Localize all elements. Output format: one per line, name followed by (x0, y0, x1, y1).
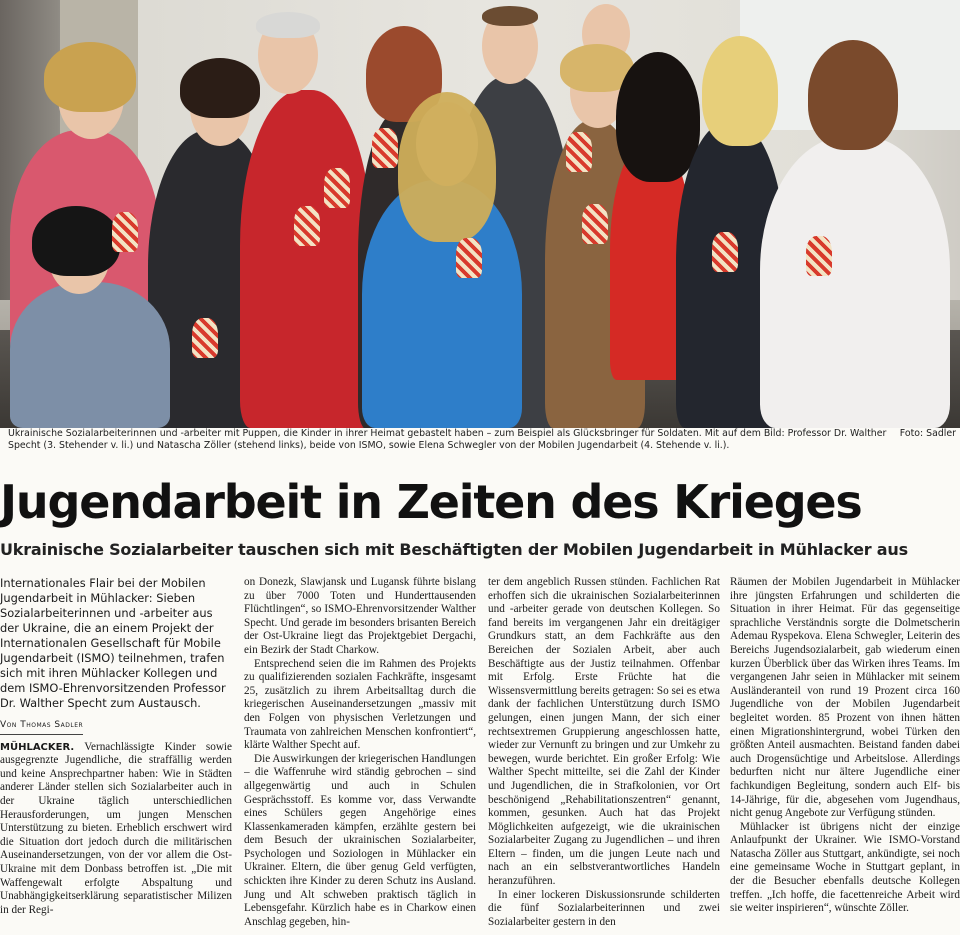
doll (566, 132, 592, 172)
article-column-2 (244, 576, 476, 935)
doll (112, 212, 138, 252)
photo-credit: Foto: Sadler (899, 428, 956, 439)
person-hair (398, 92, 496, 242)
article-column-3 (488, 576, 720, 935)
article-intro: Internationales Flair bei der Mobilen Jugendarbeit in Mühlacker: Sieben Sozialarbeiterinnen und -arbeiter aus der Ukraine, die an einem Projekt der Internationalen Gesellschaft für Mobile Jugendarbeit (ISMO) teilnehmen, trafen sich mit ihren Mühlacker Kollegen und dem ISMO-Ehrenvorsitzenden Professor Dr. Walther Specht zum Austausch. (0, 576, 226, 710)
paragraph: Entsprechend seien die im Rahmen des Projekts zu qualifizierenden sozialen Fachkräfte, insgesamt 25, zusätzlich zu ihrem Arbeitsalltag durch die kriegerischen Auseinandersetzungen „massiv mit den Folgen von physischen Verletzungen und Traumata von zahlreichen Menschen konfrontiert“, klärte Walther Specht auf. (244, 657, 476, 752)
doll (324, 168, 350, 208)
person-hair (44, 42, 136, 112)
person-hair (616, 52, 700, 182)
doll (806, 236, 832, 276)
article-column-1 (0, 576, 232, 935)
dateline: MÜHLACKER. (0, 741, 75, 753)
person (240, 90, 372, 428)
doll (582, 204, 608, 244)
caption-text: Ukrainische Sozialarbeiterinnen und -arbeiter mit Puppen, die Kinder in ihrer Heimat gebastelt haben – zum Beispiel als Glücksbringer für Soldaten. Mit auf dem Bild: Professor Dr. Walther Specht (3. Stehender v. li.) und Natascha Zöller (stehend links), beide von ISMO, sowie Elena Schwegler von der Mobilen Jugendarbeit (4. Stehende v. li.). (8, 428, 887, 451)
paragraph: ter dem angeblich Russen stünden. Fachlichen Rat erhoffen sich die ukrainischen Sozialarbeiterinnen und -arbeiter gerade von deutschen Kollegen. So fand bereits im vergangenen Jahr ein dreitägiger Grundkurs statt, an dem Fachkräfte aus den Bereichen der Sozialen Arbeit, aber auch Beschäftigte aus der Justiz teilnahmen. Offenbar mit Erfolg. Erste Früchte hat die Wissensvermittlung bereits getragen: So sei es etwa dank der fachlichen Unterstützung durch ISMO gelungen, einen jungen Mann, der sich einer rechtsextremen Gruppierung angeschlossen hatte, wieder zur Vernunft zu bringen und zur Umkehr zu bewegen, wurde berichtet. Ein großer Erfolg: Wie Walther Specht mitteilte, sei die Zahl der Kinder und Jugendlichen, die in Strafkolonien, vor Ort beschönigend „Rehabilitationszentren“ genannt, kommen, gesunken. Auch hat das Projekt Möglichkeiten aufgezeigt, wie die ukrainischen Sozialarbeiter Zugang zu Jugendlichen – und ihren Eltern – finden, um die jungen Leute nach und nach an ein selbstverantwortliches Handeln heranzuführen. (488, 576, 720, 888)
paragraph (0, 741, 232, 918)
subheadline: Ukrainische Sozialarbeiter tauschen sich mit Beschäftigten der Mobilen Jugendarbeit in Mühlacker aus (0, 540, 908, 559)
person-hair (808, 40, 898, 150)
doll (372, 128, 398, 168)
paragraph: Räumen der Mobilen Jugendarbeit in Mühlacker ihre jüngsten Erfahrungen und schilderten die Situation in ihrer Heimat. Für das gegenseitige sprachliche Verständnis sorgte die Dolmetscherin Ademau Ryspekova. Elena Schwegler, Leiterin des Bereichs Jugendsozialarbeit, gab wiederum einen kurzen Überblick über das Wirken ihres Teams. Im vergangenen Jahr seien in Mühlacker mit seinem Ausländeranteil von rund 19 Prozent circa 160 Jugendliche von der Mobilen Jugendarbeit begleitet worden. 85 Prozent von ihnen hätten einen Migrationshintergrund, wobei Türken den größten Anteil ausmachten. Beistand fanden dabei auch Drogensüchtige und Arbeitslose. Allerdings bedurften nicht nur ältere Jugendliche einer fachkundigen Begleitung, sondern auch Elf- bis 14-Jährige, für die, abgesehen vom Jugendhaus, nicht genug Angebote zur Verfügung stünden. (730, 576, 960, 820)
article-column-4 (730, 576, 960, 935)
paragraph: In einer lockeren Diskussionsrunde schilderten die fünf Sozialarbeiterinnen und zwei Sozialarbeiter gestern in den (488, 888, 720, 928)
person-hair (256, 12, 320, 38)
person (10, 282, 170, 428)
doll (294, 206, 320, 246)
paragraph: Die Auswirkungen der kriegerischen Handlungen – die Waffenruhe wird ständig gebrochen – sind allgegenwärtig und auch in Schulen Gesprächsstoff. Es komme vor, dass Verwandte eines Schülers gegen Angehörige eines Klassenkameraden kämpfen, erzählte gestern bei dem Besuch der ukrainischen Sozialarbeiter, Psychologen und Soziologen in Mühlacker ein Ukrainer. Eltern, die über genug Geld verfügten, schickten ihre Kinder zu deren Schutz ins Ausland. Jung und Alt schweben praktisch täglich in Lebensgefahr. Kürzlich habe es in Charkow einen Anschlag gegeben, hin- (244, 752, 476, 928)
person-hair (482, 6, 538, 26)
person-hair (32, 206, 120, 276)
byline: Von Thomas Sadler (0, 719, 83, 735)
person (760, 136, 950, 428)
doll (456, 238, 482, 278)
headline: Jugendarbeit in Zeiten des Krieges (0, 475, 862, 529)
photo-caption (8, 428, 956, 462)
paragraph: Mühlacker ist übrigens nicht der einzige Anlaufpunkt der Ukrainer. Wie ISMO-Vorstand Natascha Zöller aus Stuttgart, ankündigte, sei noch eine gemeinsame Woche in Stuttgart geplant, in der die Besucher ebenfalls deutsche Kollegen treffen. „Ich hoffe, die facettenreiche Arbeit wird sie weiter inspirieren“, wünschte Zöller. (730, 820, 960, 915)
doll (192, 318, 218, 358)
person-hair (180, 58, 260, 118)
person-hair (702, 36, 778, 146)
article-photo (0, 0, 960, 428)
paragraph: on Donezk, Slawjansk und Lugansk führte bislang zu über 7000 Toten und Hunderttausenden Flüchtlingen“, so ISMO-Ehrenvorsitzender Walther Specht. Und gerade im besonders brisanten Bereich der Ost-Ukraine liegt das Projektgebiet Dergachi, ein Bezirk der Stadt Charkow. (244, 576, 476, 656)
doll (712, 232, 738, 272)
paragraph-text: Vernachlässigte Kinder sowie ausgegrenzte Jugendliche, die straffällig werden und keine Ansprechpartner haben: Wie in Städten anderer Länder stellen sich Sozialarbeiter auch in der Ukraine täglich unterschiedlichen Herausforderungen, um jungen Menschen Unterstützung zu bieten. Erheblich erschwert wird die Situation dort jedoch durch die militärischen Auseinandersetzungen, von der vor allem die Ost-Ukraine mit dem Donbass betroffen ist. „Die mit Waffengewalt erfolgte Abspaltung und Unabhängigkeitserklärung separatistischer Milizen in der Regi- (0, 740, 232, 916)
